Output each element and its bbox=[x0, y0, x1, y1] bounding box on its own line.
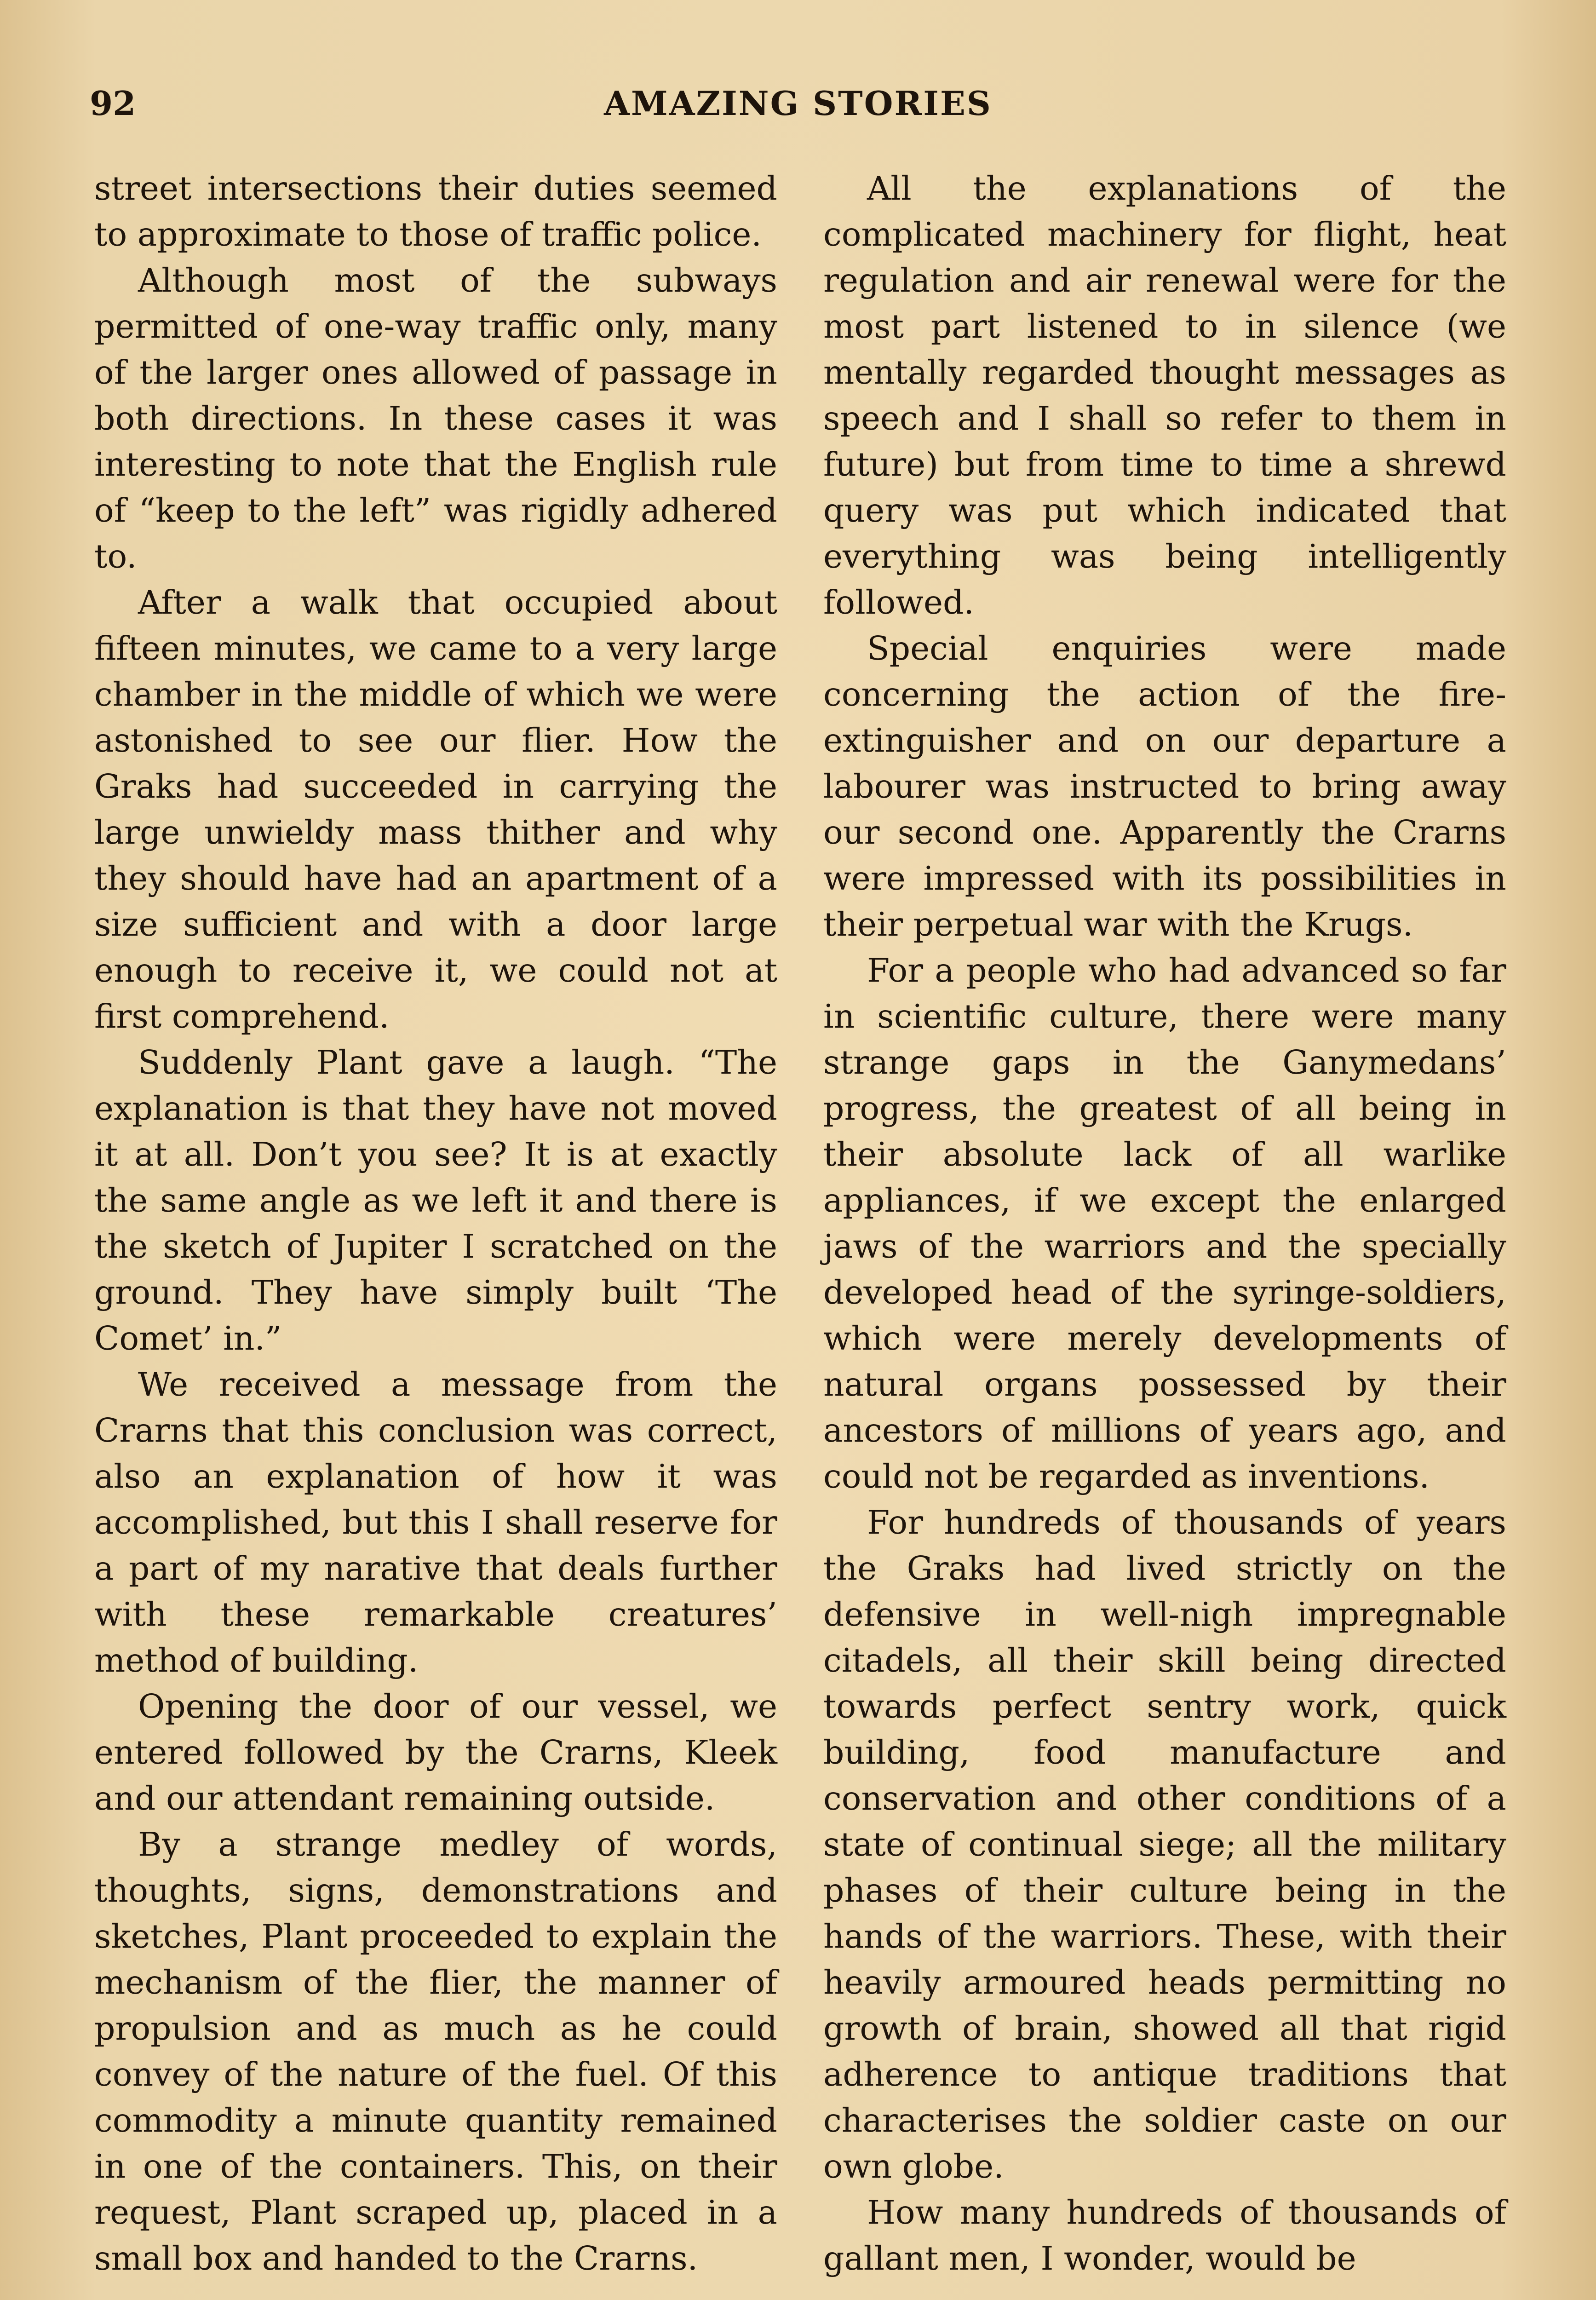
paragraph: All the explanations of the complicated machinery for flight, heat regulation and air renewal were for the most part listened to in silence (we mentally regarded thought messages as speech and I shall so refer to them in future) but from time to time a shrewd query was put which indicated that everything was being intelligently followed. bbox=[823, 169, 1506, 621]
paragraph: For a people who had advanced so far in scientific culture, there were many strange gaps in the Ganymedans’ progress, the greatest of all being in their absolute lack of all warlike appliances, if we except the enlarged jaws of the warriors and the specially developed head of the syringe-soldiers, which were merely developments of natural organs possessed by their ancestors of millions of years ago, and could not be regarded as inventions. bbox=[823, 951, 1506, 1495]
paragraph: Special enquiries were made concerning the action of the fire-extinguisher and on our departure a labourer was instructed to bring away our second one. Apparently the Crarns were impressed with its possibilities in their perpetual war with the Krugs. bbox=[823, 629, 1506, 943]
paragraph: After a walk that occupied about fifteen minutes, we came to a very large chamber in the middle of which we were astonished to see our flier. How the Graks had succeeded in carrying the large unwieldy mass thither and why they should have had an apartment of a size sufficient and with a door large enough to receive it, we could not at first comprehend. bbox=[94, 583, 777, 1035]
page-number: 92 bbox=[90, 84, 136, 123]
right-column bbox=[823, 166, 1506, 2282]
paragraph: Although most of the subways permitted of one-way traffic only, many of the larger ones allowed of passage in both directions. In these cases it was interesting to note that the English rule of “keep to the left” was rigidly adhered to. bbox=[94, 261, 777, 575]
paragraph: By a strange medley of words, thoughts, signs, demonstrations and sketches, Plant proceeded to explain the mechanism of the flier, the manner of propulsion and as much as he could convey of the nature of the fuel. Of this commodity a minute quantity remained in one of the containers. This, on their request, Plant scraped up, placed in a small box and handed to the Crarns. bbox=[94, 1825, 777, 2277]
paragraph: We received a message from the Crarns that this conclusion was correct, also an explanation of how it was accomplished, but this I shall reserve for a part of my narative that deals further with these remarkable creatures’ method of building. bbox=[94, 1365, 777, 1679]
paragraph: How many hundreds of thousands of gallant men, I wonder, would be bbox=[823, 2193, 1506, 2277]
paragraph: For hundreds of thousands of years the Graks had lived strictly on the defensive in well-nigh impregnable citadels, all their skill being directed towards perfect sentry work, quick building, food manufacture and conservation and other conditions of a state of continual siege; all the military phases of their culture being in the hands of the warriors. These, with their heavily armoured heads permitting no growth of brain, showed all that rigid adherence to antique traditions that characterises the soldier caste on our own globe. bbox=[823, 1503, 1506, 2185]
paragraph: street intersections their duties seemed to approximate to those of traffic police. bbox=[94, 169, 777, 253]
left-column bbox=[94, 166, 777, 2282]
paragraph: Suddenly Plant gave a laugh. “The explanation is that they have not moved it at all. Don’t you see? It is at exactly the same angle as we left it and there is the sketch of Jupiter I scratched on the ground. They have simply built ‘The Comet’ in.” bbox=[94, 1043, 777, 1357]
page-header bbox=[90, 78, 1506, 129]
running-title: AMAZING STORIES bbox=[604, 84, 992, 123]
paragraph: Opening the door of our vessel, we entered followed by the Crarns, Kleek and our attendant remaining outside. bbox=[94, 1687, 777, 1817]
